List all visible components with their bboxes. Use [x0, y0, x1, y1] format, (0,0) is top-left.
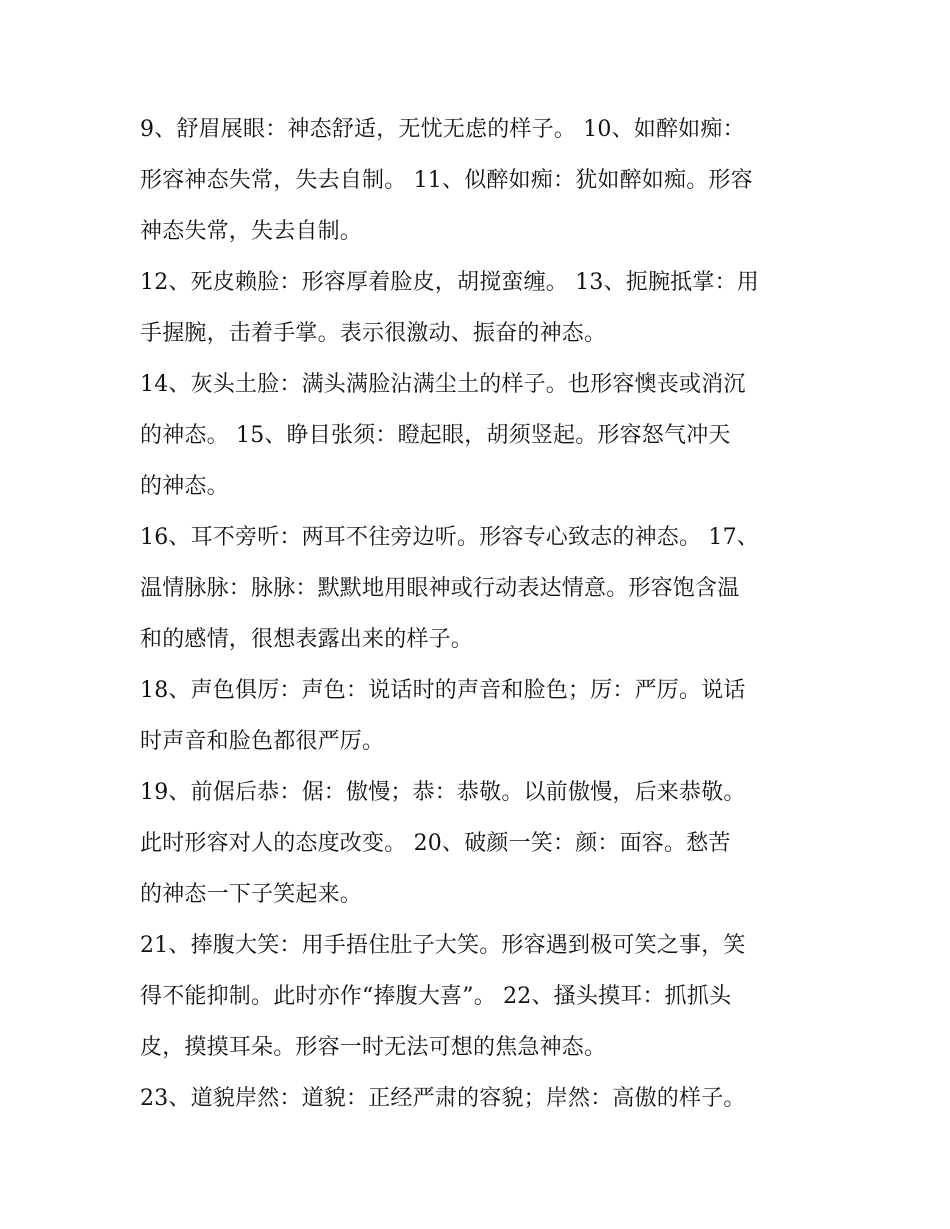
paragraph-idioms-21-22 — [140, 920, 820, 1073]
text-line: 9、舒眉展眼：神态舒适，无忧无虑的样子。 10、如醉如痴： — [140, 117, 745, 142]
text-line: 的神态。 15、睁目张须：瞪起眼，胡须竖起。形容怒气冲天 — [140, 423, 731, 448]
text-line: 得不能抑制。此时亦作“捧腹大喜”。 22、搔头摸耳：抓抓头 — [140, 984, 732, 1009]
text-line: 神态失常，失去自制。 — [140, 219, 363, 244]
paragraph-idioms-12-13 — [140, 257, 820, 359]
text-line: 的神态一下子笑起来。 — [140, 882, 363, 907]
paragraph-idioms-16-17 — [140, 512, 820, 665]
text-line: 18、声色俱厉：声色：说话时的声音和脸色；厉：严厉。说话 — [140, 678, 746, 703]
text-line: 的神态。 — [140, 474, 229, 499]
text-line: 形容神态失常，失去自制。 11、似醉如痴：犹如醉如痴。形容 — [140, 168, 753, 193]
text-line: 此时形容对人的态度改变。 20、破颜一笑：颜：面容。愁苦 — [140, 831, 731, 856]
paragraph-idiom-18 — [140, 665, 820, 767]
text-line: 14、灰头土脸：满头满脸沾满尘土的样子。也形容懊丧或消沉 — [140, 372, 746, 397]
text-line: 皮，摸摸耳朵。形容一时无法可想的焦急神态。 — [140, 1035, 607, 1060]
text-line: 温情脉脉：脉脉：默默地用眼神或行动表达情意。形容饱含温 — [140, 576, 740, 601]
paragraph-idioms-19-20 — [140, 767, 820, 920]
paragraph-idioms-14-15 — [140, 359, 820, 512]
text-line: 和的感情，很想表露出来的样子。 — [140, 627, 474, 652]
text-line: 19、前倨后恭：倨：傲慢；恭：恭敬。以前傲慢，后来恭敬。 — [140, 780, 746, 805]
text-line: 手握腕，击着手掌。表示很激动、振奋的神态。 — [140, 321, 607, 346]
document-body — [140, 104, 820, 1124]
paragraph-idiom-23 — [140, 1073, 820, 1124]
text-line: 时声音和脸色都很严厉。 — [140, 729, 385, 754]
text-line: 21、捧腹大笑：用手捂住肚子大笑。形容遇到极可笑之事，笑 — [140, 933, 746, 958]
paragraph-idioms-9-11 — [140, 104, 820, 257]
text-line: 16、耳不旁听：两耳不往旁边听。形容专心致志的神态。 17、 — [140, 525, 759, 550]
text-line: 12、死皮赖脸：形容厚着脸皮，胡搅蛮缠。 13、扼腕抵掌：用 — [140, 270, 759, 295]
text-line: 23、道貌岸然：道貌：正经严肃的容貌；岸然：高傲的样子。 — [140, 1086, 746, 1111]
